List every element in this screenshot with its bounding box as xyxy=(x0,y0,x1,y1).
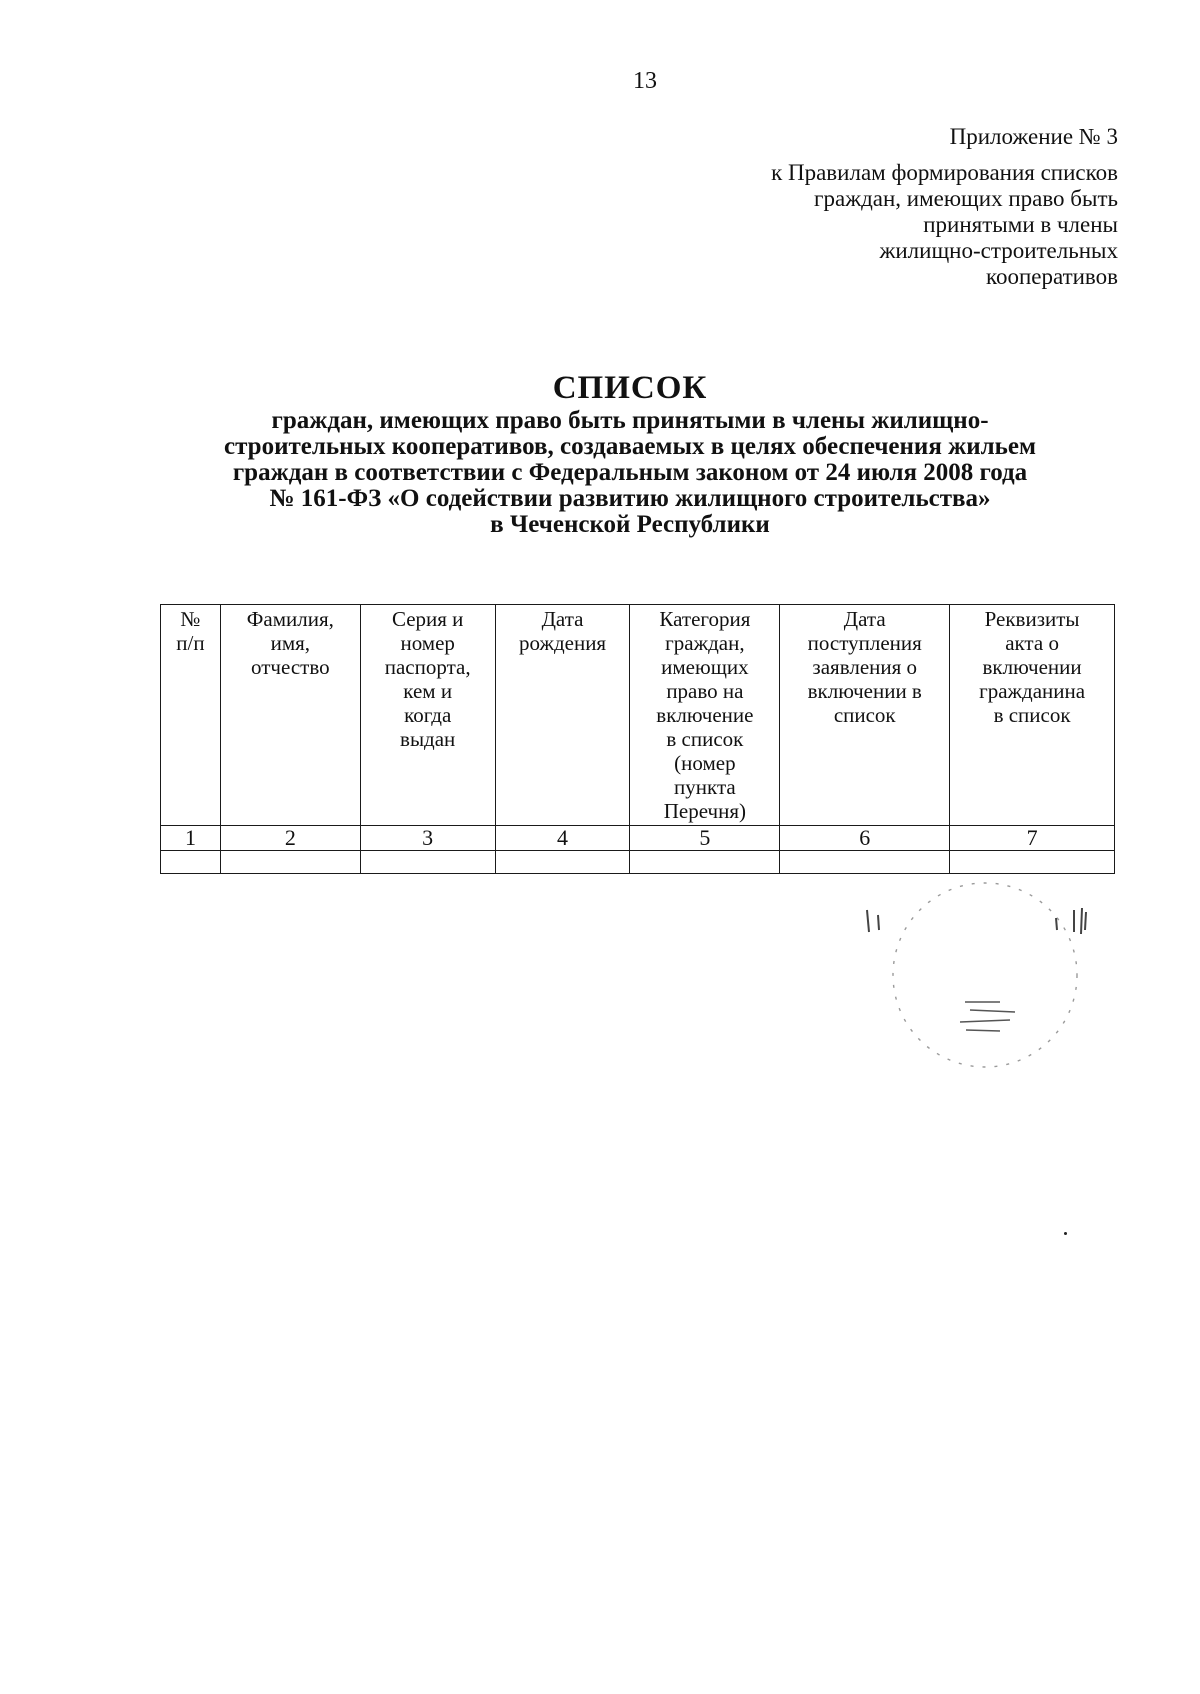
appendix-lines xyxy=(771,160,1118,290)
column-number: 5 xyxy=(630,826,780,851)
citizens-list-table xyxy=(160,604,1115,874)
column-header-line: поступления xyxy=(807,631,922,655)
column-header-line: отчество xyxy=(251,655,330,679)
column-header xyxy=(630,605,780,826)
table-cell xyxy=(161,851,221,874)
column-header-line: Серия и xyxy=(391,607,464,631)
column-header-line: включение xyxy=(656,703,754,727)
table-cell xyxy=(220,851,360,874)
column-header xyxy=(950,605,1115,826)
heading-line: строительных кооперативов, создаваемых в целях обеспечения жильем xyxy=(223,433,1037,460)
column-header-line: кем и xyxy=(403,679,453,703)
column-number: 1 xyxy=(161,826,221,851)
column-header-line: номер xyxy=(400,631,455,655)
column-header-line: граждан, xyxy=(665,631,745,655)
table-cell xyxy=(630,851,780,874)
column-header xyxy=(360,605,495,826)
column-number: 2 xyxy=(220,826,360,851)
column-header-line: право на xyxy=(666,679,744,703)
column-number: 6 xyxy=(780,826,950,851)
heading-line: в Чеченской Республики xyxy=(490,511,770,538)
column-header xyxy=(780,605,950,826)
appendix-note xyxy=(771,124,1118,290)
column-header-line: в список xyxy=(666,727,744,751)
page-number: 13 xyxy=(633,68,657,94)
appendix-line: кооперативов xyxy=(985,264,1118,289)
stamp-seal xyxy=(860,870,1110,1080)
column-header-line: выдан xyxy=(400,727,456,751)
column-header-line: в список xyxy=(993,703,1071,727)
stray-mark xyxy=(1064,1232,1067,1235)
appendix-line: принятыми в члены xyxy=(923,212,1118,237)
column-header-line: Реквизиты xyxy=(984,607,1080,631)
table-cell xyxy=(360,851,495,874)
column-header-line: Фамилия, xyxy=(246,607,334,631)
heading-main: СПИСОК xyxy=(552,370,708,406)
column-number: 4 xyxy=(495,826,630,851)
column-header-line: (номер xyxy=(674,751,736,775)
appendix-title: Приложение № 3 xyxy=(949,124,1118,149)
column-header-line: рождения xyxy=(518,631,607,655)
column-header-line: имеющих xyxy=(661,655,749,679)
column-header-line: гражданина xyxy=(979,679,1086,703)
column-header xyxy=(161,605,221,826)
column-header xyxy=(220,605,360,826)
column-header-line: заявления о xyxy=(812,655,918,679)
column-number: 7 xyxy=(950,826,1115,851)
column-number-row xyxy=(161,826,1115,851)
heading-subtitle xyxy=(160,408,1100,538)
column-header-line: Категория xyxy=(659,607,751,631)
heading-line: граждан в соответствии с Федеральным законом от 24 июля 2008 года xyxy=(232,459,1028,486)
column-header-line: Дата xyxy=(843,607,886,631)
appendix-line: жилищно-строительных xyxy=(879,238,1118,263)
column-header-line: № xyxy=(180,607,201,631)
column-header xyxy=(495,605,630,826)
column-header-line: паспорта, xyxy=(384,655,471,679)
column-header-line: включении в xyxy=(807,679,922,703)
column-header-line: имя, xyxy=(270,631,311,655)
column-number: 3 xyxy=(360,826,495,851)
table-cell xyxy=(495,851,630,874)
column-header-line: список xyxy=(833,703,896,727)
heading-line: № 161-ФЗ «О содействии развитию жилищного строительства» xyxy=(269,485,991,512)
column-header-line: Перечня) xyxy=(663,799,747,823)
column-header-line: п/п xyxy=(176,631,205,655)
column-header-line: когда xyxy=(404,703,452,727)
column-header-line: Дата xyxy=(541,607,584,631)
heading-line: граждан, имеющих право быть принятыми в члены жилищно- xyxy=(271,407,989,434)
table-header-row xyxy=(161,605,1115,826)
appendix-line: к Правилам формирования списков xyxy=(771,160,1118,185)
column-header-line: включении xyxy=(982,655,1082,679)
column-header-line: акта о xyxy=(1005,631,1059,655)
document-heading xyxy=(160,368,1100,538)
column-header-line: пункта xyxy=(674,775,736,799)
appendix-line: граждан, имеющих право быть xyxy=(814,186,1118,211)
